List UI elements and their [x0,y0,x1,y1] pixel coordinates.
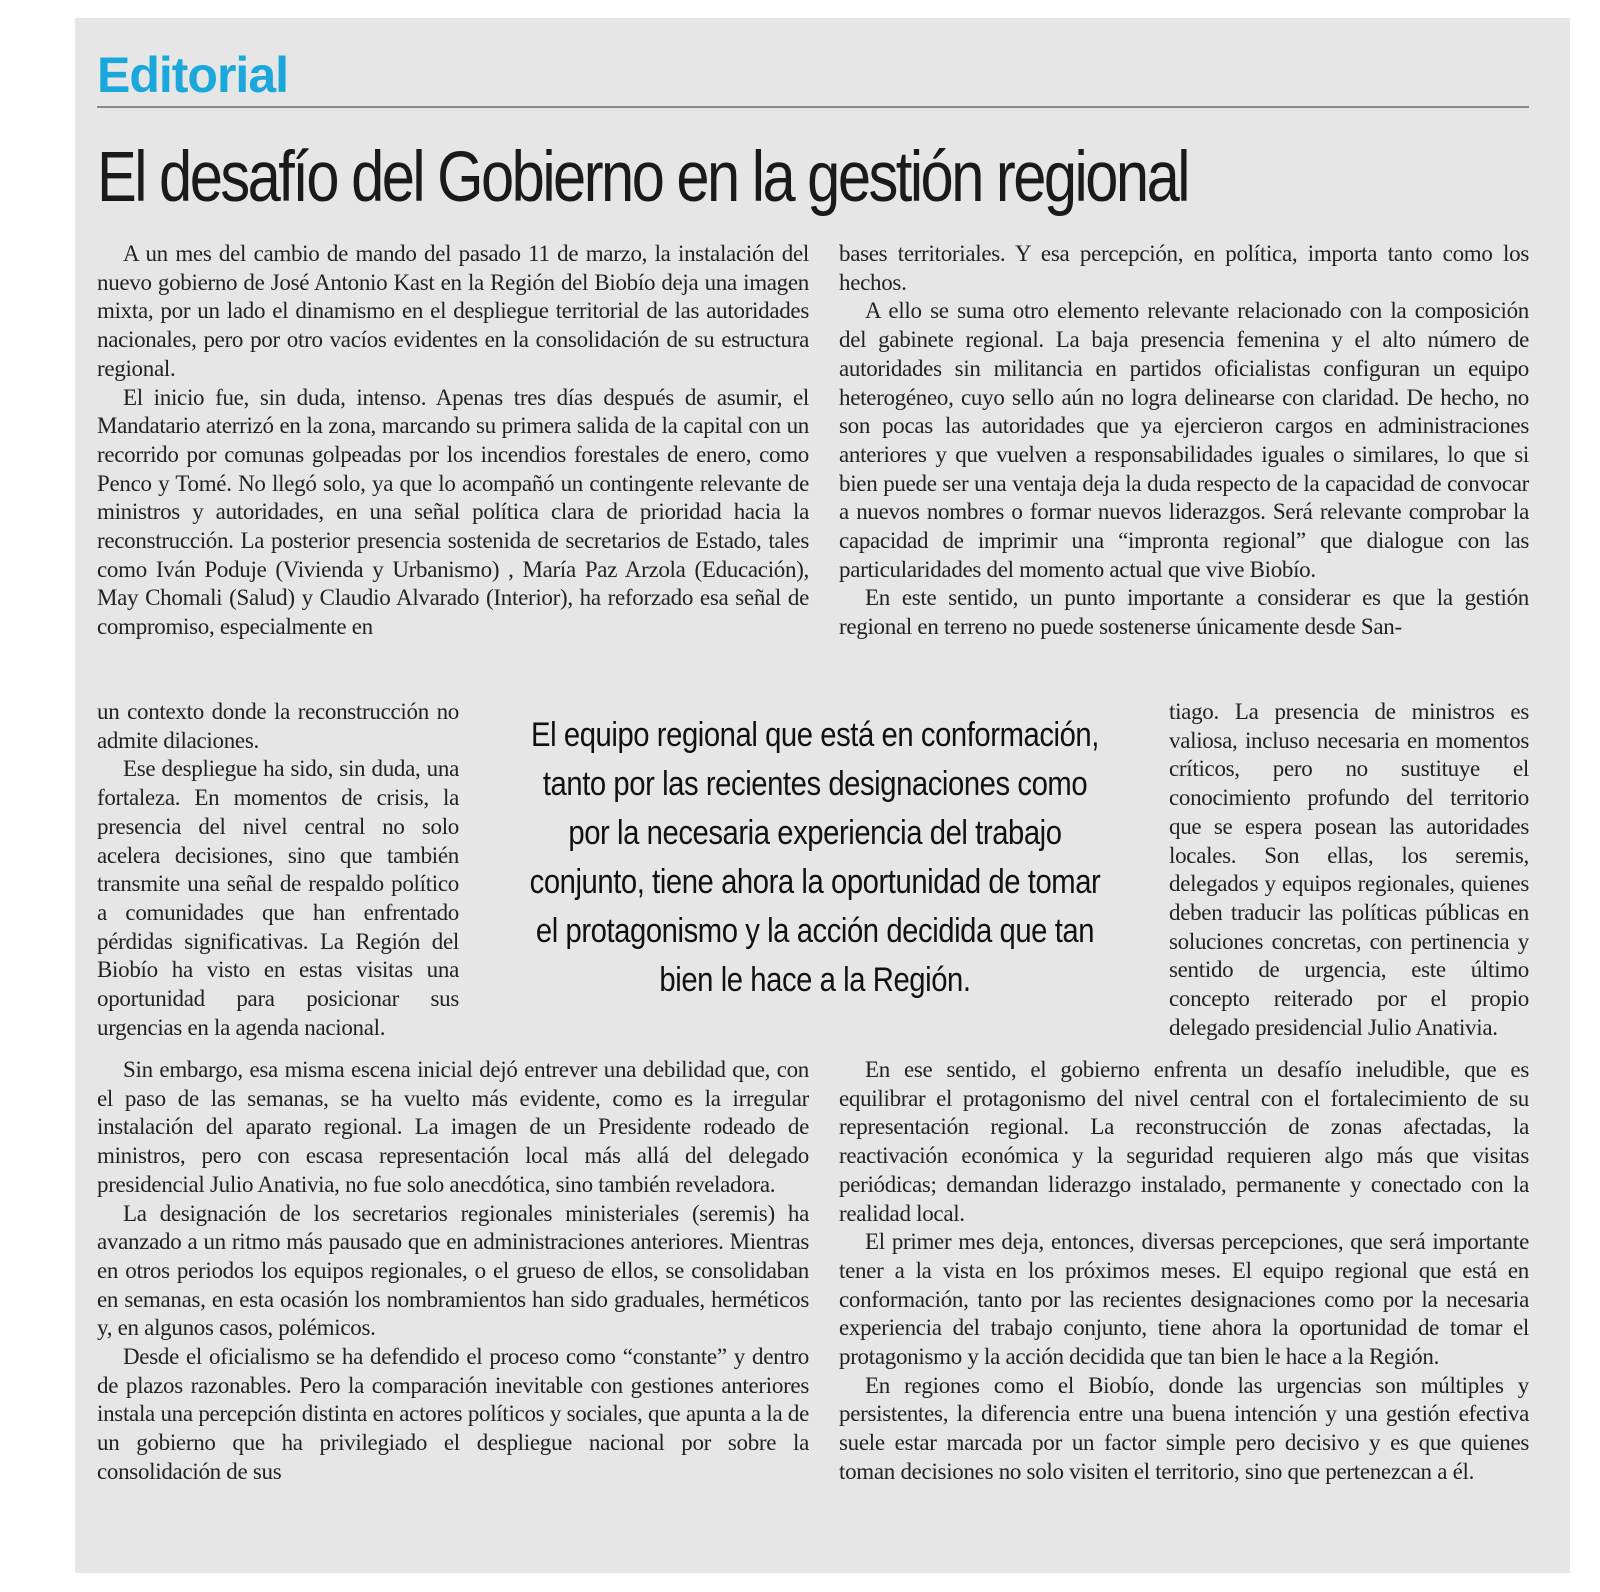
paragraph: En ese sentido, el gobierno enfrenta un desafío ineludible, que es equilibrar el protagonismo del nivel central con el fortalecimiento de su representación regional. La reconstrucción de zonas afectadas, la reactivación económica y la seguridad requieren algo más que visitas periódicas; demandan liderazgo instalado, permanente y conectado con la realidad local. [839,1057,1529,1226]
paragraph: En regiones como el Biobío, donde las urgencias son múltiples y persistentes, la diferencia entre una buena intención y una gestión efectiva suele estar marcada por un factor simple pero decisivo y es que quienes toman decisiones no solo visiten el territorio, sino que pertenezcan a él. [839,1372,1529,1484]
pull-quote: El equipo regional que está en conformación, tanto por las recientes designaciones como por la necesaria experiencia del trabajo conjunto, tiene ahora la oportunidad de tomar el protagonismo y la acción decidida que tan bien le hace a la Región. [529,716,1101,999]
paragraph: Ese despliegue ha sido, sin duda, una fortaleza. En momentos de crisis, la presencia del nivel central no solo acelera decisiones, sino que también transmite una señal de respaldo político a comunidades que han enfrentado pérdidas significativas. La Región del Biobío ha visto en estas visitas una oportunidad para posicionar sus urgencias en la agenda nacional. [97,756,459,1040]
paragraph-continuation: bases territoriales. Y esa percepción, en política, importa tanto como los hechos. [839,241,1529,295]
right-column-top [839,240,1529,698]
paragraph-continuation: un contexto donde la reconstrucción no admite dilaciones. [97,699,459,753]
newspaper-page [75,18,1570,1573]
paragraph: A ello se suma otro elemento relevante relacionado con la composición del gabinete regional. La baja presencia femenina y el alto número de autoridades sin militancia en partidos oficialistas configuran un equipo heterogéneo, cuyo sello aún no logra delinearse con claridad. De hecho, no son pocas las autoridades que ya ejercieron cargos en administraciones anteriores y que vuelven a responsabilidades iguales o similares, lo que si bien puede ser una ventaja deja la duda respecto de la capacidad de convocar a nuevos nombres o formar nuevos liderazgos. Será relevante comprobar la capacidad de imprimir una “impronta regional” que dialogue con las particularidades del momento actual que vive Biobío. [839,298,1529,582]
paragraph: El primer mes deja, entonces, diversas percepciones, que será importante tener a la vista en los próximos meses. El equipo regional que está en conformación, tanto por las recientes designaciones como por la necesaria experiencia del trabajo conjunto, tiene ahora la oportunidad de tomar el protagonismo y la acción decidida que tan bien le hace a la Región. [839,1229,1529,1370]
headline: El desafío del Gobierno en la gestión regional [97,138,1188,217]
right-column-middle [1169,698,1529,1060]
left-column-middle [97,698,459,1060]
paragraph: Desde el oficialismo se ha defendido el proceso como “constante” y dentro de plazos razonables. Pero la comparación inevitable con gestiones anteriores instala una percepción distinta en actores políticos y sociales, que apunta a la de un gobierno que ha privilegiado el despliegue nacional por sobre la consolidación de sus [97,1344,809,1484]
paragraph: En este sentido, un punto importante a considerar es que la gestión regional en terreno no puede sostenerse únicamente desde San- [839,585,1529,640]
paragraph: La designación de los secretarios regionales ministeriales (seremis) ha avanzado a un ritmo más pausado que en administraciones anteriores. Mientras en otros periodos los equipos regionales, o el grueso de ellos, se consolidaban en semanas, en esta ocasión los nombramientos han sido graduales, herméticos y, en algunos casos, polémicos. [97,1200,809,1341]
left-column-bottom [97,1056,809,1561]
section-label: Editorial [97,47,289,103]
right-column-bottom [839,1056,1529,1561]
paragraph-continuation: tiago. La presencia de ministros es valiosa, incluso necesaria en momentos críticos, pero no sustituye el conocimiento profundo del territorio que se espera posean las autoridades locales. Son ellas, los seremis, delegados y equipos regionales, quienes deben traducir las políticas públicas en soluciones concretas, con pertinencia y sentido de urgencia, este último concepto reiterado por el propio delegado presidencial Julio Anativia. [1169,699,1529,1040]
left-column-top [97,240,809,700]
section-divider [97,106,1529,108]
paragraph: El inicio fue, sin duda, intenso. Apenas tres días después de asumir, el Mandatario aterrizó en la zona, marcando su primera salida de la capital con un recorrido por comunas golpeadas por los incendios forestales de enero, como Penco y Tomé. No llegó solo, ya que lo acompañó un contingente relevante de ministros y autoridades, en una señal política clara de prioridad hacia la reconstrucción. La posterior presencia sostenida de secretarios de Estado, tales como Iván Poduje (Vivienda y Urbanismo) , María Paz Arzola (Educación), May Chomali (Salud) y Claudio Alvarado (Interior), ha reforzado esa señal de compromiso, especialmente en [97,384,809,640]
paragraph: Sin embargo, esa misma escena inicial dejó entrever una debilidad que, con el paso de las semanas, se ha vuelto más evidente, como es la irregular instalación del aparato regional. La imagen de un Presidente rodeado de ministros, pero con escasa representación local más allá del delegado presidencial Julio Anativia, no fue solo anecdótica, sino también reveladora. [97,1057,809,1197]
paragraph: A un mes del cambio de mando del pasado 11 de marzo, la instalación del nuevo gobierno de José Antonio Kast en la Región del Biobío deja una imagen mixta, por un lado el dinamismo en el despliegue territorial de las autoridades nacionales, pero por otro vacíos evidentes en la consolidación de su estructura regional. [97,241,809,381]
